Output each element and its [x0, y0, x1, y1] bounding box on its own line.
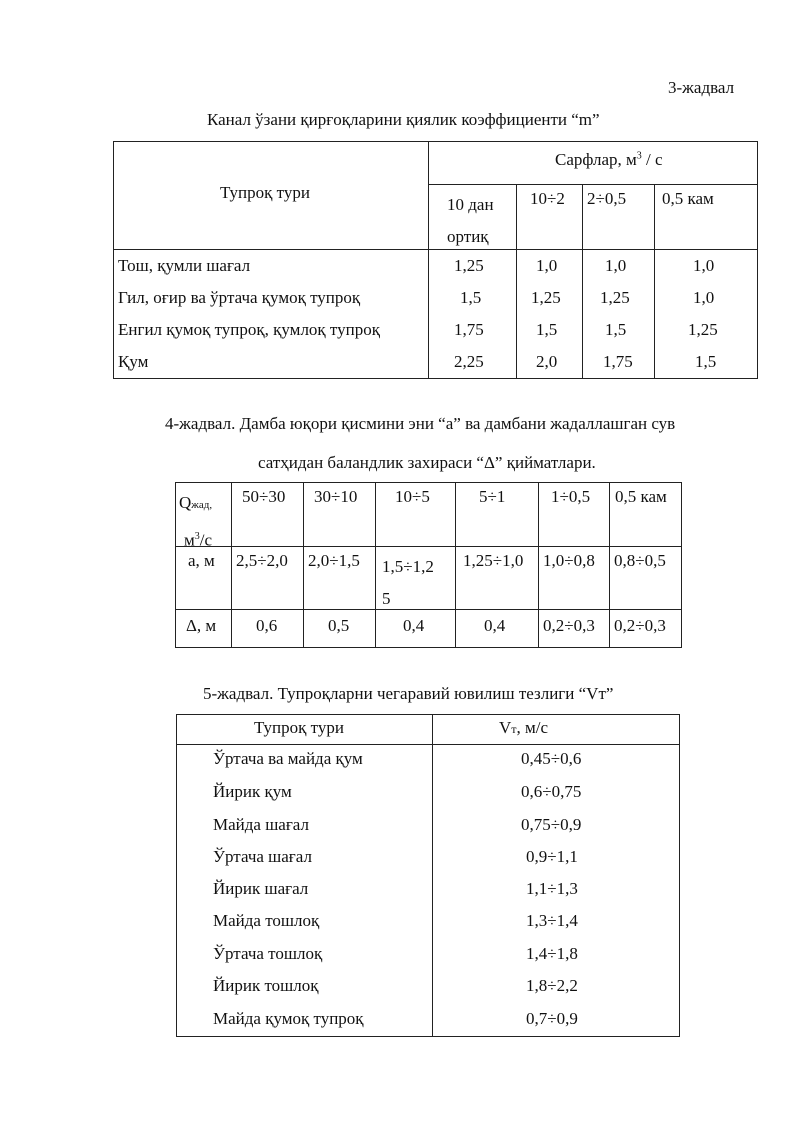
table4-delta-value: 0,2÷0,3 — [543, 616, 595, 635]
table3-row-value: 1,0 — [536, 256, 558, 275]
table4-a-value: 1,5÷1,2 5 — [382, 557, 434, 608]
table3-row-value: 1,5 — [536, 320, 558, 339]
table5-row-soil: Йирик шағал — [213, 879, 309, 898]
table5-row-velocity: 0,7÷0,9 — [526, 1009, 578, 1028]
table5-row-soil: Ўртача ва майда қум — [213, 749, 363, 768]
table3-row-value: 1,0 — [693, 256, 715, 275]
table5-row-velocity: 1,3÷1,4 — [526, 911, 578, 930]
table4-range-header: 1÷0,5 — [551, 487, 591, 506]
table5-row-velocity: 0,9÷1,1 — [526, 847, 578, 866]
table4-delta-value: 0,4 — [403, 616, 425, 635]
table3-range-header-4: 0,5 кам — [662, 189, 714, 208]
table4-a-value: 1,0÷0,8 — [543, 551, 595, 570]
table4-a-value: 2,5÷2,0 — [236, 551, 288, 570]
table3-row-soil: Тош, қумли шағал — [118, 256, 251, 275]
table3-row-soil: Енгил қумоқ тупроқ, қумлоқ тупроқ — [118, 320, 380, 339]
table4-a-value: 1,25÷1,0 — [463, 551, 524, 570]
table4-delta-value: 0,6 — [256, 616, 278, 635]
table5-row-velocity: 1,8÷2,2 — [526, 976, 578, 995]
table5-row-soil: Ўртача шағал — [213, 847, 312, 866]
table5-row-soil: Майда қумоқ тупроқ — [213, 1009, 364, 1028]
table5-soil-type-header: Тупроқ тури — [254, 718, 344, 737]
table4-range-header: 50÷30 — [242, 487, 286, 506]
table4-title-line1: 4-жадвал. Дамба юқори қисмини эни “а” ва дамбани жадаллашган сув — [165, 414, 676, 433]
table3-row-value: 1,5 — [460, 288, 482, 307]
table5-row-soil: Йирик қум — [213, 782, 292, 801]
table4-a-value: 0,8÷0,5 — [614, 551, 666, 570]
table5-row-soil: Майда тошлоқ — [213, 911, 320, 930]
table4-delta-value: 0,5 — [328, 616, 350, 635]
table3-row-soil: Гил, оғир ва ўртача қумоқ тупроқ — [118, 288, 361, 307]
table4-a-value: 2,0÷1,5 — [308, 551, 360, 570]
table3-range-header-1: 10 дан ортиқ — [447, 195, 494, 246]
table3-row-value: 1,25 — [600, 288, 630, 307]
table5-title: 5-жадвал. Тупроқларни чегаравий ювилиш тезлиги “Vт” — [203, 684, 614, 703]
table3-range-header-3: 2÷0,5 — [587, 189, 627, 208]
table3-row-value: 1,0 — [605, 256, 627, 275]
table5-row-soil: Ўртача тошлоқ — [213, 944, 323, 963]
table4-a-label: а, м — [188, 551, 215, 570]
table4-range-header: 30÷10 — [314, 487, 358, 506]
table4-delta-value: 0,4 — [484, 616, 506, 635]
table5-row-soil: Йирик тошлоқ — [213, 976, 319, 995]
table4-range-header: 0,5 кам — [615, 487, 667, 506]
table5-row-velocity: 1,4÷1,8 — [526, 944, 578, 963]
table5-row-velocity: 0,6÷0,75 — [521, 782, 582, 801]
table3-discharge-header: Сарфлар, $м^3$ / с — [555, 150, 663, 169]
table3-soil-type-header: Тупроқ тури — [220, 183, 310, 202]
table3-row-value: 1,5 — [605, 320, 627, 339]
table4-q-header: Qжад, $м^3/с$ — [179, 493, 213, 550]
table5-row-velocity: 1,1÷1,3 — [526, 879, 578, 898]
table3-range-header-2: 10÷2 — [530, 189, 565, 208]
table3-row-value: 2,25 — [454, 352, 484, 371]
table3-number-label: 3-жадвал — [668, 78, 735, 97]
table3-row-soil: Қум — [118, 352, 149, 371]
table5-row-soil: Майда шағал — [213, 815, 309, 834]
table4-delta-value: 0,2÷0,3 — [614, 616, 666, 635]
table3-row-value: 1,25 — [454, 256, 484, 275]
table4-delta-label: Δ, м — [186, 616, 217, 635]
table4-range-header: 5÷1 — [479, 487, 506, 506]
table5-row-velocity: 0,75÷0,9 — [521, 815, 582, 834]
table3-row-value: 1,25 — [531, 288, 561, 307]
table4-title-line2: сатҳидан баландлик захираси “Δ” қийматлари. — [258, 453, 596, 472]
table3-row-value: 1,0 — [693, 288, 715, 307]
table4-range-header: 10÷5 — [395, 487, 430, 506]
table3-row-value: 1,5 — [695, 352, 717, 371]
table5-velocity-header: Vт, м/с — [499, 718, 549, 737]
table3-row-value: 1,25 — [688, 320, 718, 339]
table3-row-value: 1,75 — [454, 320, 484, 339]
table3-row-value: 1,75 — [603, 352, 633, 371]
table5-row-velocity: 0,45÷0,6 — [521, 749, 582, 768]
table3-row-value: 2,0 — [536, 352, 558, 371]
table3-title: Канал ўзани қирғоқларини қиялик коэффициенти “m” — [207, 110, 600, 129]
